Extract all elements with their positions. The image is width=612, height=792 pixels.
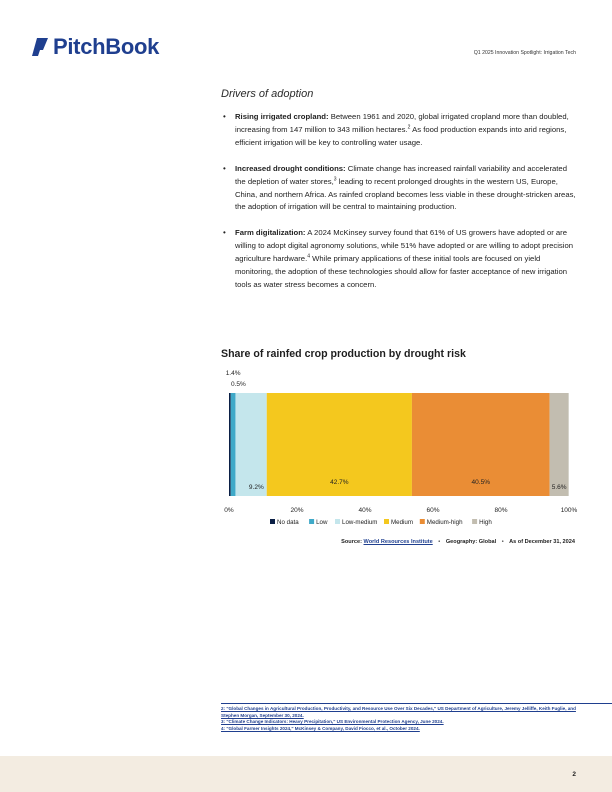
footnote-link[interactable]: 3: "Climate Change Indicators: Heavy Precipitation," US Environmental Protection Agency, June 2024. <box>221 719 444 725</box>
footer-band <box>0 756 612 792</box>
footnote-divider <box>221 703 612 704</box>
brand-name: PitchBook <box>53 34 160 59</box>
footnote-ref[interactable]: 3 <box>333 176 337 183</box>
data-label: 5.6% <box>551 484 567 491</box>
bullet-dot-icon: • <box>223 112 226 121</box>
bar-segment-no-data <box>229 393 231 496</box>
bullet-list <box>221 111 577 305</box>
pitchbook-logo <box>30 34 159 60</box>
x-tick-label: 100% <box>560 507 578 514</box>
x-tick-label: 80% <box>494 507 508 514</box>
legend-label: No data <box>277 519 299 526</box>
separator: • <box>438 539 441 545</box>
bullet-tail: While primary applications of these initial tools are focused on yield monitoring, the adoption of these technologies should allow for faster acceptance of new irrigation tools as water stress becomes a concern. <box>235 254 568 289</box>
chart-title: Share of rainfed crop production by drought risk <box>221 348 466 360</box>
x-tick-label: 60% <box>426 507 440 514</box>
bullet-tail: leading to recent prolonged droughts in the western US, Europe, China, and northern Africa. As rainfed cropland becomes less viable in these drought-stricken areas, the adoption of irrigation will be central to maintaining production. <box>235 176 576 212</box>
footnote-ref[interactable]: 4 <box>307 253 310 260</box>
x-tick-label: 40% <box>358 507 372 514</box>
data-label: 1.4% <box>225 370 241 377</box>
legend-label: Low <box>316 519 328 526</box>
legend-label: High <box>479 519 492 526</box>
report-title: Q1 2025 Innovation Spotlight: Irrigation Tech <box>473 50 576 56</box>
bar-segment-low <box>231 393 236 496</box>
legend-label: Medium-high <box>426 519 463 526</box>
source-date: As of December 31, 2024 <box>509 539 575 545</box>
legend-swatch <box>420 519 425 524</box>
bar-segment-high <box>550 393 569 496</box>
footnote-link[interactable]: 2: "Global Changes in Agricultural Production, Productivity, and Resource Use Over Six Decades," US Department of Agriculture, Jeremy Jelliffe, Keith Fuglie, and Stephen Morgan, September 30, 2024. <box>221 706 576 718</box>
footnotes <box>221 706 581 732</box>
x-tick-label: 20% <box>290 507 304 514</box>
legend-swatch <box>384 519 389 524</box>
pitchbook-logo-icon <box>30 36 50 58</box>
source-link[interactable]: World Resources Institute <box>363 539 433 545</box>
stacked-bar-chart <box>218 365 584 533</box>
data-label: 9.2% <box>248 484 264 491</box>
x-tick-label: 0% <box>224 507 234 514</box>
source-line <box>341 539 575 545</box>
data-label: 40.5% <box>471 479 490 486</box>
bar-segment-low-medium <box>235 393 266 496</box>
bullet-body: Climate change has increased rainfall variability and accelerated the depletion of water stores, <box>235 163 567 186</box>
separator: • <box>501 539 504 545</box>
bullet-lead: Increased drought conditions: <box>235 163 346 173</box>
bullet-item <box>221 111 577 150</box>
data-label: 42.7% <box>330 479 349 486</box>
bullet-body: A 2024 McKinsey survey found that 61% of US growers have adopted or are willing to adopt digital agronomy solutions, while 51% have adopted or are willing to adopt precision agriculture hardware. <box>235 228 574 264</box>
legend-swatch <box>309 519 314 524</box>
footnote-link[interactable]: 4: "Global Farmer Insights 2024," McKinsey & Company, David Fiocco, et al., October 2024. <box>221 725 420 731</box>
bullet-lead: Rising irrigated cropland: <box>235 112 329 121</box>
bullet-body: Between 1961 and 2020, global irrigated cropland more than doubled, increasing from 147 million to 343 million hectares. <box>235 112 569 134</box>
data-label: 0.5% <box>231 381 246 388</box>
bullet-lead: Farm digitalization: <box>235 228 306 238</box>
bullet-tail: As food production expands into arid regions, efficient irrigation will be key to controlling water usage. <box>235 124 567 147</box>
footnote-ref[interactable]: 2 <box>407 124 411 131</box>
page-number: 2 <box>572 771 576 778</box>
legend-swatch <box>270 519 275 524</box>
bullet-dot-icon: • <box>223 163 226 173</box>
legend-swatch <box>335 519 340 524</box>
legend-label: Low-medium <box>342 519 378 526</box>
bullet-item <box>221 163 577 215</box>
section-title: Drivers of adoption <box>221 88 314 100</box>
bullet-dot-icon: • <box>223 228 226 238</box>
legend-swatch <box>472 519 477 524</box>
bullet-item <box>221 227 577 292</box>
legend-label: Medium <box>391 519 414 526</box>
source-geography: Geography: Global <box>445 539 497 545</box>
source-label: Source: <box>341 539 362 545</box>
